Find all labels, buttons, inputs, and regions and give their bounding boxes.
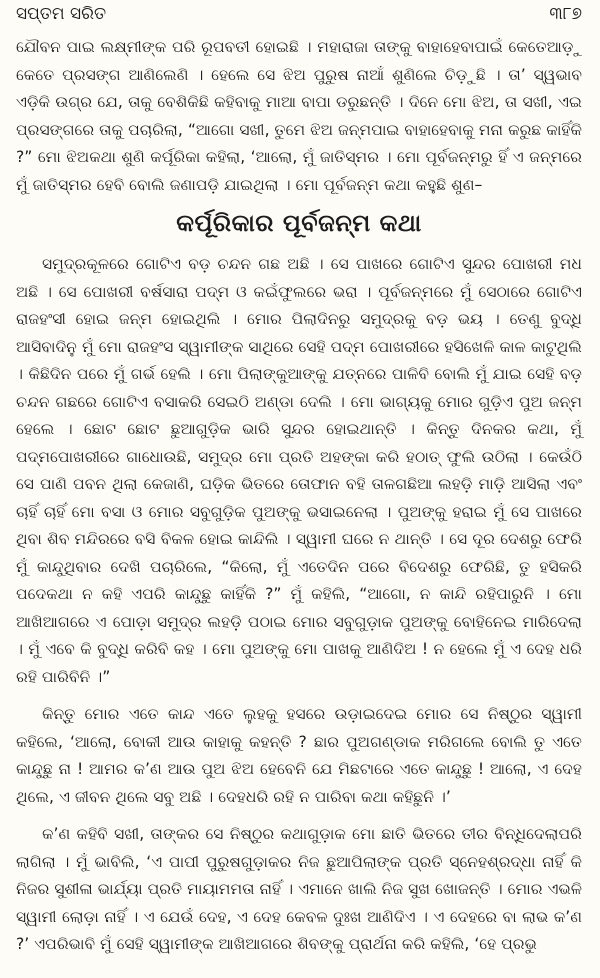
running-title: ସପ୍ତମ ସରିତ xyxy=(16,4,107,24)
story-paragraph: କିନ୍ତୁ ମୋର ଏତେ କାନ୍ଦ ଏତେ ଲୁହକୁ ହସରେ ଉଡ଼ାଇଦେଇ ମୋର ସେ ନିଷ୍ଠୁର ସ୍ୱାମୀ କହିଲେ, ‘ଆଲୋ, ବୋକୀ ଆଉ କାହାକୁ କହନ୍ତି ? ଛାର ପୁଅଗଣ୍ଡାକ ମରିଗଲେ ବୋଲି ତୁ ଏତେ କାନ୍ଦୁଛୁ ନା ! ଆମର କ’ଣ ଆଉ ପୁଅ ଝିଅ ହେବେନି ଯେ ମିଛଟାରେ ଏତେ କାନ୍ଦୁଛୁ ! ଆଲୋ, ଏ ଦେହ ଥିଲେ, ଏ ଜୀବନ ଥିଲେ ସବୁ ଅଛି । ଦେହଧରି ରହି ନ ପାରିବା କଥା କହିଛୁନି ।’ xyxy=(16,705,582,806)
story-paragraph: କ’ଣ କହିବି ସଖୀ, ତାଙ୍କର ସେ ନିଷ୍ଠୁର କଥାଗୁଡ଼ାକ ମୋ ଛାତି ଭିତରେ ତୀର ବିନ୍ଧିଦେଲାପରି ଲାଗିଲା । ମୁଁ ଭାବିଲି, ‘ଏ ପାପୀ ପୁରୁଷଗୁଡ଼ାକର ନିଜ ଛୁଆପିଲାଙ୍କ ପ୍ରତି ସ୍ନେହଶ୍ରଦ୍ଧା ନାହିଁ କି ନିଜର ସୁଶୀଳା ଭାର୍ଯ୍ୟା ପ୍ରତି ମାୟାମମତା ନାହିଁ । ଏମାନେ ଖାଲି ନିଜ ସୁଖ ଖୋଜନ୍ତି । ମୋର ଏଭଳି ସ୍ୱାମୀ ଲୋଡ଼ା ନାହିଁ । ଏ ଯେଉଁ ଦେହ, ଏ ଦେହ କେବଳ ଦୁଃଖ ଆଣିଦିଏ । ଏ ଦେହରେ ବା ଲାଭ କ’ଣ ?’ ଏପରିଭାବି ମୁଁ ସେହି ସ୍ୱାମୀଙ୍କ ଆଖିଆଗରେ ଶିବଙ୍କୁ ପ୍ରାର୍ଥନା କରି କହିଲି, ‘ହେ ପ୍ରଭୁ xyxy=(16,825,582,953)
story-paragraph: ସମୁଦ୍ରକୂଳରେ ଗୋଟିଏ ବଡ଼ ଚନ୍ଦନ ଗଛ ଅଛି । ସେ ପାଖରେ ଗୋଟିଏ ସୁନ୍ଦର ପୋଖରୀ ମଧ ଅଛି । ସେ ପୋଖରୀ ବର୍ଷସାରା ପଦ୍ମ ଓ କଇଁଫୁଲରେ ଭରା । ପୂର୍ବଜନ୍ମରେ ମୁଁ ସେଠାରେ ଗୋଟିଏ ରାଜହଂସୀ ହୋଇ ଜନ୍ମ ହୋଇଥିଲି । ମୋର ପିଲାଦିନରୁ ସମୁଦ୍ରକୁ ବଡ଼ ଭୟ । ତେଣୁ ବୁଦ୍ଧି ଆସିବାଦିନୁ ମୁଁ ମୋ ରାଜହଂସ ସ୍ୱାମୀଙ୍କ ସାଥିରେ ସେହି ପଦ୍ମ ପୋଖରୀରେ ହସିଖେଳି କାଳ କାଟୁଥିଲି । କିଛିଦିନ ପରେ ମୁଁ ଗର୍ଭ ହେଲି । ମୋ ପିଲାଙ୍କୁଆଙ୍କୁ ଯତ୍ନରେ ପାଳିବି ବୋଲି ମୁଁ ଯାଇ ସେହି ବଡ଼ ଚନ୍ଦନ ଗଛରେ ଗୋଟିଏ ବସାକରି ସେଇଠି ଅଣ୍ଡା ଦେଲି । ମୋ ଭାଗ୍ୟକୁ ମୋର ଗୁଡ଼ିଏ ପୁଅ ଜନ୍ମ ହେଲେ । ଛୋଟ ଛୋଟ ଛୁଆଗୁଡ଼ିକ ଭାରି ସୁନ୍ଦର ହୋଇଥାନ୍ତି । କିନ୍ତୁ ଦିନକର କଥା, ମୁଁ ପଦ୍ମପୋଖରୀରେ ଗାଧୋଉଛି, ସମୁଦ୍ର ମୋ ପ୍ରତି ଅହଙ୍କା କରି ହଠାତ୍ ଫୁଲି ଉଠିଲା । କେଉଁଠି ସେ ପାଣି ପବନ ଥିଲା କେଜାଣି, ଘଡ଼ିକ ଭିତରେ ତୋଫାନ ବହି ତାଳଗଛିଆ ଲହଡ଼ି ମାଡ଼ି ଆସିଲା ଏବଂ ଚାହିଁ ଚାହିଁ ମୋ ବସା ଓ ମୋର ସବୁଗୁଡ଼ିକ ପୁଅଙ୍କୁ ଭସାଇନେଲା । ପୁଅଙ୍କୁ ହରାଇ ମୁଁ ସେ ପାଖରେ ଥିବା ଶିବ ମନ୍ଦିରରେ ବସି ବିକଳ ହୋଇ କାନ୍ଦିଲି । ସ୍ୱାମୀ ଘରେ ନ ଥାନ୍ତି । ସେ ଦୂର ଦେଶରୁ ଫେରି ମୁଁ କାନ୍ଦୁଥିବାର ଦେଖି ପଚାରିଲେ, “କିଲୋ, ମୁଁ ଏତେଦିନ ପରେ ବିଦେଶରୁ ଫେରିଛି, ତୁ ହସିକରି ପଦେକଥା ନ କହି ଏପରି କାନ୍ଦୁଛୁ କାହିଁକି ?” ମୁଁ କହିଲି, “ଆଗୋ, ନ କାନ୍ଦି ରହିପାରୁନି । ମୋ ଆଖିଆଗରେ ଏ ପୋଡ଼ା ସମୁଦ୍ର ଲହଡ଼ି ପଠାଇ ମୋର ସବୁଗୁଡ଼ାକ ପୁଅଙ୍କୁ ବୋହିନେଇ ମାରିଦେଲା । ମୁଁ ଏବେ କି ବୁଦ୍ଧି କରିବି କହ । ମୋ ପୁଅଙ୍କୁ ମୋ ପାଖକୁ ଆଣିଦିଅ ! ନ ହେଲେ ମୁଁ ଏ ଦେହ ଧରି ରହି ପାରିବିନି ।” xyxy=(16,255,582,686)
section-heading: କର୍ପୂରିକାର ପୂର୍ବଜନ୍ମ କଥା xyxy=(176,209,422,237)
intro-paragraph: ଯୌବନ ପାଇ ଲକ୍ଷ୍ମୀଙ୍କ ପରି ରୂପବତୀ ହୋଇଛି । ମହାରାଜା ତାଙ୍କୁ ବାହାହେବାପାଇଁ କେତେଆଡ଼ୁ କେତେ ପ୍ରସଙ୍ଗ ଆଣିଲେଣି । ହେଲେ ସେ ଝିଅ ପୁରୁଷ ନାଆଁ ଶୁଣିଲେ ଚିଡ଼ୁଛି । ତା’ ସ୍ୱଭାବ ଏଡ଼ିକି ଉଗ୍ର ଯେ, ତାକୁ ବେଶିକିଛି କହିବାକୁ ମାଆ ବାପା ଡରୁଛନ୍ତି । ଦିନେ ମୋ ଝିଅ, ତା ସଖୀ, ଏଇ ପ୍ରସଙ୍ଗରେ ତାକୁ ପଚାରିଲା, “ଆଗୋ ସଖୀ, ତୁମେ ଝିଅ ଜନ୍ମପାଇ ବାହାହେବାକୁ ମନା କରୁଛ କାହିଁକି ?” ମୋ ଝିଅକଥା ଶୁଣି କର୍ପୂରିକା କହିଲା, ‘ଆଲୋ, ମୁଁ ଜାତିସ୍ମର । ମୋ ପୂର୍ବଜନ୍ମରୁ ହିଁ ଏ ଜନ୍ମରେ ମୁଁ ଜାତିସ୍ମର ହେବି ବୋଲି ଜଣାପଡ଼ି ଯାଇଥିଲା । ମୋ ପୂର୍ବଜନ୍ମ କଥା କହୁଛି ଶୁଣ– xyxy=(16,38,582,194)
running-header xyxy=(16,4,582,34)
page-number: ୩୮୭ xyxy=(549,4,582,24)
